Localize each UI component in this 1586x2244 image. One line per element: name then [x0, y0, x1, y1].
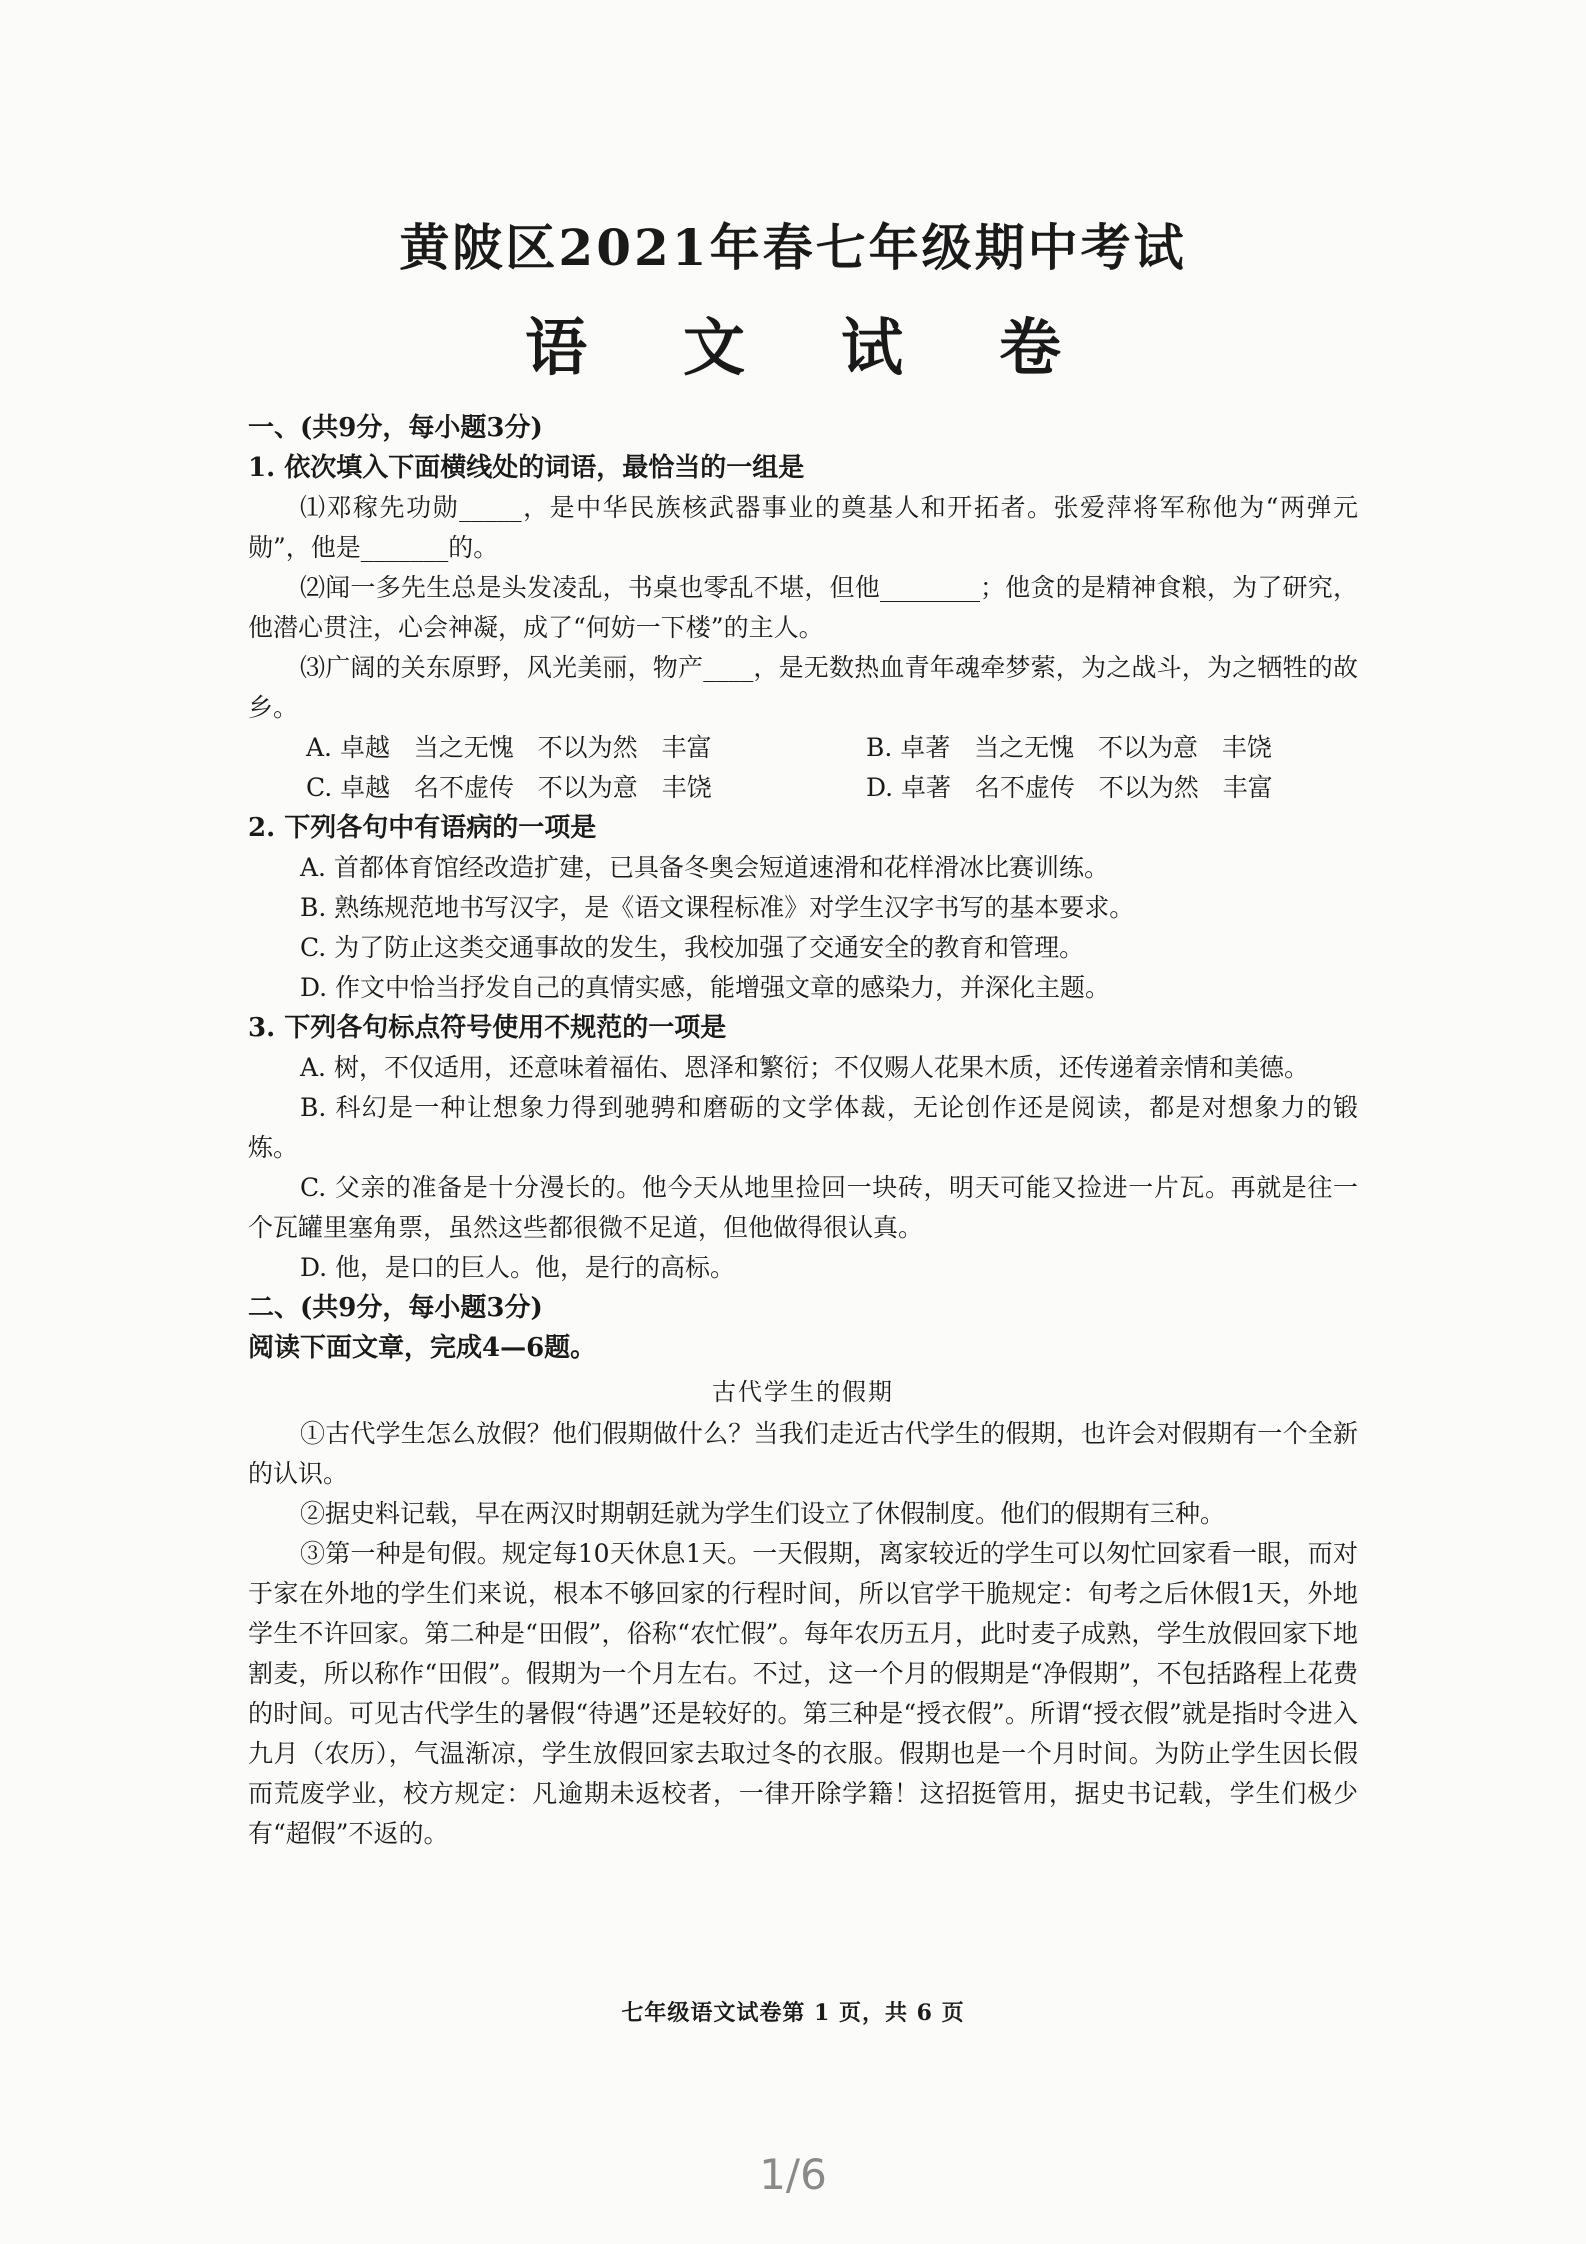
exam-content [248, 408, 1358, 1854]
q2-option-d: D. 作文中恰当抒发自己的真情实感，能增强文章的感染力，并深化主题。 [300, 973, 1111, 1002]
q2-stem: 2. 下列各句中有语病的一项是 [248, 813, 597, 843]
section1-heading: 一、(共9分，每小题3分) [248, 413, 543, 443]
q1-stem: 1. 依次填入下面横线处的词语，最恰当的一组是 [248, 453, 805, 483]
q3-option-d: D. 他，是口的巨人。他，是行的高标。 [300, 1253, 736, 1282]
q1-option-d: D. 卓著 名不虚传 不以为然 丰富 [866, 773, 1273, 802]
q1-option-a: A. 卓越 当之无愧 不以为然 丰富 [306, 733, 712, 762]
q3-option-c: C. 父亲的准备是十分漫长的。他今天从地里捡回一块砖，明天可能又捡进一片瓦。再就是往一个瓦罐里塞角票，虽然这些都很微不足道，但他做得很认真。 [248, 1173, 1358, 1242]
q2-option-b: B. 熟练规范地书写汉字，是《语文课程标准》对学生汉字书写的基本要求。 [300, 893, 1135, 922]
q1-item-2: ⑵闻一多先生总是头发凌乱，书桌也零乱不堪，但他________；他贪的是精神食粮，为了研究，他潜心贯注，心会神凝，成了“何妨一下楼”的主人。 [248, 573, 1358, 642]
q1-option-c: C. 卓越 名不虚传 不以为意 丰饶 [306, 773, 712, 802]
article-paragraph-2: ②据史料记载，早在两汉时期朝廷就为学生们设立了休假制度。他们的假期有三种。 [300, 1499, 1226, 1528]
q3-stem: 3. 下列各句标点符号使用不规范的一项是 [248, 1013, 727, 1043]
page-indicator: 1/6 [759, 2150, 827, 2199]
q3-option-b: B. 科幻是一种让想象力得到驰骋和磨砺的文学体裁，无论创作还是阅读，都是对想象力的锻炼。 [248, 1093, 1358, 1162]
section2-heading: 二、(共9分，每小题3分) [248, 1293, 543, 1323]
article-paragraph-3: ③第一种是旬假。规定每10天休息1天。一天假期，离家较近的学生可以匆忙回家看一眼，而对于家在外地的学生们来说，根本不够回家的行程时间，所以官学干脆规定：旬考之后休假1天，外地学生不许回家。第二种是“田假”，俗称“农忙假”。每年农历五月，此时麦子成熟，学生放假回家下地割麦，所以称作“田假”。假期为一个月左右。不过，这一个月的假期是“净假期”，不包括路程上花费的时间。可见古代学生的暑假“待遇”还是较好的。第三种是“授衣假”。所谓“授衣假”就是指时令进入九月（农历），气温渐凉，学生放假回家去取过冬的衣服。假期也是一个月时间。为防止学生因长假而荒废学业，校方规定：凡逾期未返校者，一律开除学籍！这招挺管用，据史书记载，学生们极少有“超假”不返的。 [248, 1539, 1358, 1848]
section2-instruction: 阅读下面文章，完成4—6题。 [248, 1333, 597, 1363]
q1-options [306, 728, 1358, 808]
q1-item-3: ⑶广阔的关东原野，风光美丽，物产____，是无数热血青年魂牵梦萦，为之战斗，为之牺牲的故乡。 [248, 653, 1358, 722]
exam-subtitle: 语文试卷 [524, 311, 1157, 384]
page-footer: 七年级语文试卷第 1 页，共 6 页 [621, 2000, 965, 2026]
q2-option-a: A. 首都体育馆经改造扩建，已具备冬奥会短道速滑和花样滑冰比赛训练。 [300, 853, 1109, 882]
q3-option-a: A. 树，不仅适用，还意味着福佑、恩泽和繁衍；不仅赐人花果木质，还传递着亲情和美德。 [300, 1053, 1309, 1082]
article-title: 古代学生的假期 [712, 1378, 894, 1406]
article-paragraph-1: ①古代学生怎么放假？他们假期做什么？当我们走近古代学生的假期，也许会对假期有一个全新的认识。 [248, 1419, 1358, 1488]
q2-option-c: C. 为了防止这类交通事故的发生，我校加强了交通安全的教育和管理。 [300, 933, 1085, 962]
exam-title: 黄陂区2021年春七年级期中考试 [399, 218, 1187, 277]
q1-option-b: B. 卓著 当之无愧 不以为意 丰饶 [866, 733, 1272, 762]
q1-item-1: ⑴邓稼先功勋_____，是中华民族核武器事业的奠基人和开拓者。张爱萍将军称他为“两弹元勋”，他是_______的。 [248, 493, 1358, 562]
